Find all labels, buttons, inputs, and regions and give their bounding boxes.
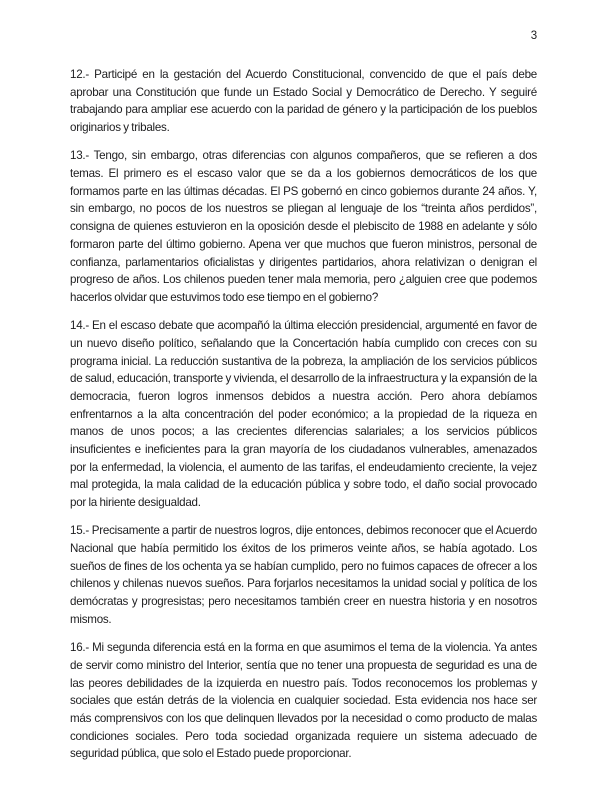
paragraph-15: 15.- Precisamente a partir de nuestros logros, dije entonces, debimos reconocer que el Acuerdo Nacional que había permitido los éxitos de los primeros veinte años, se había agotado. Los sueños de fines de los ochenta ya se habían cumplido, pero no fuimos capaces de ofrecer a los chilenos y chilenas nuevos sueños. Para forjarlos necesitamos la unidad social y política de los demócratas y progresistas; pero necesitamos también creer en nuestra historia y en nosotros mismos.: [70, 524, 537, 626]
page-number: 3: [530, 30, 537, 42]
paragraph-12: 12.- Participé en la gestación del Acuerdo Constitucional, convencido de que el país debe aprobar una Constitución que funde un Estado Social y Democrático de Derecho. Y seguiré trabajando para ampliar ese acuerdo con la paridad de género y la participación de los pueblos originarios y tribales.: [70, 68, 537, 135]
paragraph-14: 14.- En el escaso debate que acompañó la última elección presidencial, argumenté en favor de un nuevo diseño político, señalando que la Concertación había cumplido con creces con su programa inicial. La reducción sustantiva de la pobreza, la ampliación de los servicios públicos de salud, educación, transporte y vivienda, el desarrollo de la infraestructura y la expansión de la democracia, fueron logros inmensos debidos a nuestra acción. Pero ahora debíamos enfrentarnos a la alta concentración del poder económico; a la propiedad de la riqueza en manos de unos pocos; a las crecientes diferencias salariales; a los servicios públicos insuficientes e ineficientes para la gran mayoría de los ciudadanos vulnerables, amenazados por la enfermedad, la violencia, el aumento de las tarifas, el endeudamiento creciente, la vejez mal protegida, la mala calidad de la educación pública y sobre todo, el daño social provocado por la hiriente desigualdad.: [70, 319, 537, 510]
document-body: [0, 44, 607, 763]
paragraph-16: 16.- Mi segunda diferencia está en la forma en que asumimos el tema de la violencia. Ya antes de servir como ministro del Interior, sentía que no tener una propuesta de seguridad es una de las peores debilidades de la izquierda en nuestro país. Todos reconocemos los problemas y sociales que están detrás de la violencia en cualquier sociedad. Esta evidencia nos hace ser más comprensivos con los que delinquen llevados por la necesidad o como producto de malas condiciones sociales. Pero toda sociedad organizada requiere un sistema adecuado de seguridad pública, que solo el Estado puede proporcionar.: [70, 641, 537, 761]
paragraph-13: 13.- Tengo, sin embargo, otras diferencias con algunos compañeros, que se refieren a dos temas. El primero es el escaso valor que se da a los gobiernos democráticos de los que formamos parte en las últimas décadas. El PS gobernó en cinco gobiernos durante 24 años. Y, sin embargo, no pocos de los nuestros se pliegan al lenguaje de los “treinta años perdidos”, consigna de quienes estuvieron en la oposición desde el plebiscito de 1988 en adelante y sólo formaron parte del último gobierno. Apena ver que muchos que fueron ministros, personal de confianza, parlamentarios oficialistas y dirigentes partidarios, ahora relativizan o denigran el progreso de años. Los chilenos pueden tener mala memoria, pero ¿alguien cree que podemos hacerlos olvidar que estuvimos todo ese tiempo en el gobierno?: [70, 149, 537, 304]
